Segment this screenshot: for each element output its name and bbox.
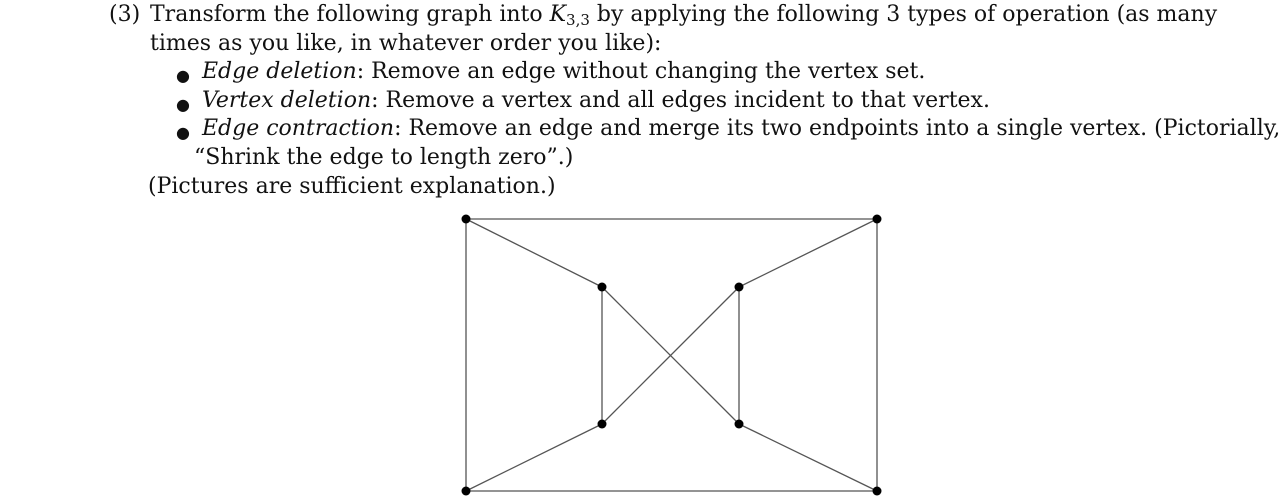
- operation-text: : Remove an edge without changing the vertex set.: [356, 59, 926, 84]
- graph-edges: [466, 219, 877, 491]
- problem-number: (3): [109, 2, 141, 27]
- graph-vertex: [598, 283, 607, 292]
- graph-vertex: [462, 487, 471, 496]
- graph-vertex: [873, 487, 882, 496]
- bullet-icon: ●: [176, 123, 190, 142]
- intro-text-before: Transform the following graph into: [150, 2, 550, 27]
- bullet-icon: ●: [176, 95, 190, 114]
- operation-text: : Remove an edge and merge its two endpoints into a single vertex. (Pictorially,: [394, 116, 1281, 141]
- graph-edge: [466, 219, 602, 287]
- intro-text-after: by applying the following 3 types of operation (as many: [589, 2, 1218, 27]
- problem-note: (Pictures are sufficient explanation.): [148, 174, 556, 199]
- graph-vertex: [735, 283, 744, 292]
- graph-edge: [739, 219, 877, 287]
- k-symbol: K: [549, 2, 567, 27]
- bullet-icon: ●: [176, 66, 190, 85]
- graph-edge: [466, 424, 602, 491]
- graph-vertex: [598, 420, 607, 429]
- problem-intro-line2: times as you like, in whatever order you like):: [150, 31, 662, 56]
- graph-vertex: [462, 215, 471, 224]
- graph-vertex: [735, 420, 744, 429]
- graph-vertex: [873, 215, 882, 224]
- k-subscript: 3,3: [566, 11, 590, 29]
- graph-edge: [739, 424, 877, 491]
- operation-continuation: “Shrink the edge to length zero”.): [194, 145, 574, 170]
- operation-name: Edge contraction: [202, 116, 395, 141]
- operation-name: Vertex deletion: [202, 88, 372, 113]
- operation-name: Edge deletion: [202, 59, 357, 84]
- operation-text: : Remove a vertex and all edges incident to that vertex.: [371, 88, 990, 113]
